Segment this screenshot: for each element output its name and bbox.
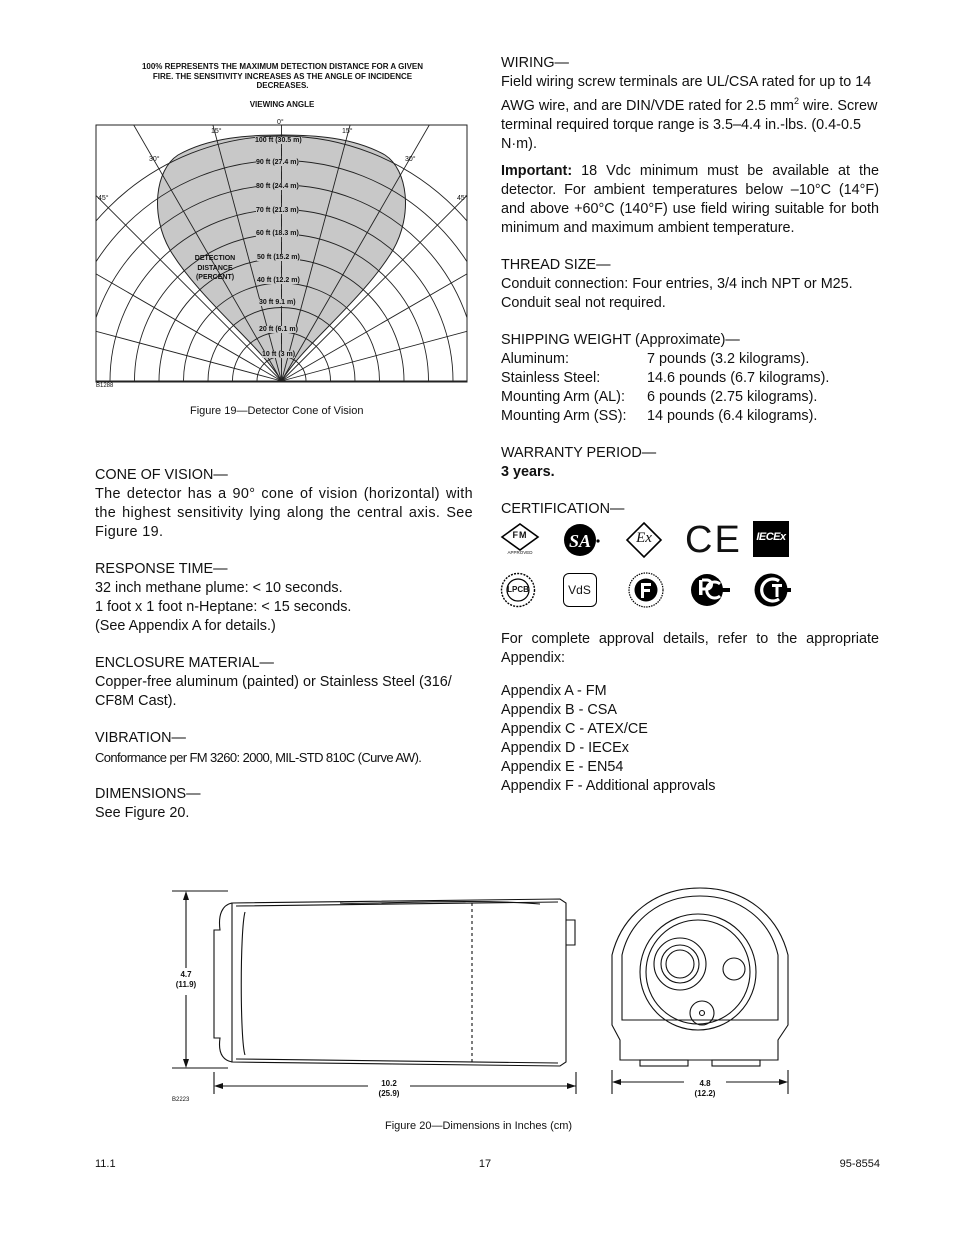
distance-label-70: 70 ft (21.3 m) (256, 207, 299, 214)
svg-text:SA: SA (568, 531, 592, 551)
important-note: Important: 18 Vdc minimum must be available at the detector. For ambient temperatures below –10°C (14°F) and above +60°C (140°F) use field wiring suitable for both minimum and maximum ambient temperature. (501, 162, 879, 236)
appendix-item: Appendix E - EN54 (501, 759, 624, 775)
detection-distance-label: DETECTION DISTANCE (PERCENT) (194, 255, 236, 281)
response-time-heading: RESPONSE TIME— (95, 561, 228, 577)
distance-label-90: 90 ft (27.4 m) (256, 159, 299, 166)
weight-row: Mounting Arm (SS): 14 pounds (6.4 kilograms). (501, 407, 818, 424)
distance-label-40: 40 ft (12.2 m) (257, 277, 300, 284)
enclosure-text: Copper-free aluminum (painted) or Stainless Steel (316/ CF8M Cast). (95, 674, 452, 709)
vibration-text: Conformance per FM 3260: 2000, MIL-STD 810C (Curve AW). (95, 750, 422, 765)
distance-label-80: 80 ft (24.4 m) (256, 183, 299, 190)
cone-of-vision-text: The detector has a 90° cone of vision (horizontal) with the highest sensitivity lying along the central axis. See Figure 19. (95, 486, 473, 540)
viewing-angle-label: VIEWING ANGLE (249, 100, 315, 109)
angle-label-30-right: 30° (405, 156, 416, 163)
vds-logo: VdS (563, 573, 597, 607)
appendix-item: Appendix D - IECEx (501, 740, 629, 756)
eac-tp-logo (753, 571, 793, 609)
lpcb-logo: LPCB (500, 572, 536, 608)
thread-size-text: Conduit connection: Four entries, 3/4 inch NPT or M25. Conduit seal not required. (501, 275, 853, 311)
distance-label-20: 20 ft (6.1 m) (259, 326, 298, 333)
certification-heading: CERTIFICATION— (501, 500, 625, 517)
angle-label-15-right: 15° (342, 128, 353, 135)
height-dimension-label: 4.7 (11.9) (175, 970, 197, 989)
appendix-item: Appendix F - Additional approvals (501, 778, 716, 794)
distance-label-60: 60 ft (18.3 m) (256, 230, 299, 237)
enclosure-heading: ENCLOSURE MATERIAL— (95, 655, 274, 671)
figure20-caption: Figure 20—Dimensions in Inches (cm) (385, 1120, 573, 1132)
page-number: 17 (478, 1158, 492, 1170)
angle-label-45-left: 45° (98, 195, 109, 202)
cone-of-vision-heading: CONE OF VISION— (95, 467, 228, 483)
figure19-note: 100% REPRESENTS THE MAXIMUM DETECTION DISTANCE FOR A GIVEN FIRE. THE SENSITIVITY INCREASES AS THE ANGLE OF INCIDENCE DECREASES. (141, 62, 424, 90)
weight-row: Stainless Steel: 14.6 pounds (6.7 kilograms). (501, 369, 830, 386)
approval-details-text: For complete approval details, refer to the appropriate Appendix: (501, 631, 879, 666)
iecex-logo: IECEx (753, 521, 789, 557)
figure20-code: B2223 (172, 1097, 190, 1103)
length-dimension-label: 10.2 (25.9) (368, 1079, 410, 1098)
angle-label-30-left: 30° (149, 156, 160, 163)
wiring-heading: WIRING— (501, 55, 569, 71)
csa-logo (562, 520, 602, 560)
response-line-3: (See Appendix A for details.) (95, 618, 276, 634)
weight-row: Aluminum: 7 pounds (3.2 kilograms). (501, 350, 810, 367)
dimensions-drawing (165, 880, 805, 1110)
distance-label-10: 10 ft (3 m) (262, 351, 296, 358)
dimensions-text: See Figure 20. (95, 805, 190, 821)
dimensions-heading: DIMENSIONS— (95, 786, 201, 802)
shipping-weight-heading: SHIPPING WEIGHT (Approximate)— (501, 331, 740, 348)
response-line-1: 32 inch methane plume: < 10 seconds. (95, 580, 343, 596)
wiring-text: Field wiring screw terminals are UL/CSA rated for up to 14 AWG wire, and are DIN/VDE rated for 2.5 $mm^2$ wire. Screw terminal required torque range is 3.5–4.4 in.-lbs. (0.4-0.5 N·m). (501, 74, 878, 152)
gost-pc-logo (690, 571, 732, 609)
footer-revision: 11.1 (95, 1158, 116, 1170)
width-dimension-label: 4.8 (12.2) (684, 1079, 726, 1098)
fire-cert-logo (628, 571, 664, 609)
distance-label-100: 100 ft (30.5 m) (255, 137, 302, 144)
weight-row: Mounting Arm (AL): 6 pounds (2.75 kilograms). (501, 388, 818, 405)
distance-label-50: 50 ft (15.2 m) (257, 254, 300, 261)
appendix-item: Appendix C - ATEX/CE (501, 721, 648, 737)
figure19-caption: Figure 19—Detector Cone of Vision (190, 405, 364, 417)
warranty-heading: WARRANTY PERIOD— (501, 444, 657, 461)
vibration-heading: VIBRATION— (95, 730, 186, 746)
figure19-code: B1288 (96, 383, 114, 389)
fm-approved-logo: FM APPROVED (500, 522, 540, 558)
response-line-2: 1 foot x 1 foot n-Heptane: < 15 seconds. (95, 599, 352, 615)
warranty-value: 3 years. (501, 463, 555, 480)
angle-label-45-right: 45° (457, 195, 468, 202)
thread-size-heading: THREAD SIZE— (501, 256, 611, 273)
document-number: 95-8554 (839, 1158, 880, 1170)
ce-mark-logo: CE (685, 519, 742, 561)
angle-label-0: 0° (277, 119, 284, 126)
angle-label-15-left: 15° (211, 128, 222, 135)
appendix-item: Appendix B - CSA (501, 702, 617, 718)
appendix-item: Appendix A - FM (501, 683, 607, 699)
ex-logo: Ex (624, 521, 664, 559)
distance-label-30: 30 ft 9.1 m) (259, 299, 296, 306)
